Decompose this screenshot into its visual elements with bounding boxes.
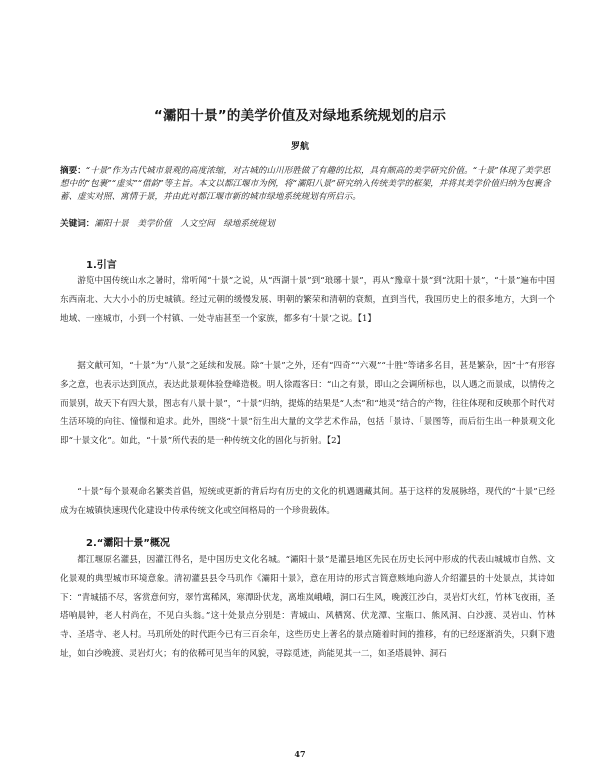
body-paragraph: 据文献可知，“十景”为“八景”之延续和发展。除“十景”之外，还有“四奇”“六观”“十胜”等诸多名目，甚是繁杂，因“十”有形容多之意，也表示达到顶点，表达此景观体验登峰造极。明人徐霞客曰：“山之有景，即山之会调所标也，以人遇之而景成，以情传之而景别，故天下有四大景，图志有八景十景”，“十景”归纳，提炼的结果是“人杰”和“地灵”结合的产物，往往体现和反映那个时代对生活环境的向往、憧憬和追求。此外，围绕“十景”衍生出大量的文学艺术作品，包括「景诗、「景图等，而后衍生出一种景观文化即“十景文化”。如此，“十景”所代表的是一种传统文化的固化与折射。【2】 [60, 361, 555, 447]
section-heading-overview: 2.“灞阳十景”概况 [86, 538, 170, 549]
body-paragraph: 都江堰原名灌县，因灌江得名，是中国历史文化名城。“灞阳十景”是灌县地区先民在历史长河中形成的代表山城城市自然、文化景观的典型城市环境意象。清初灌县县令马玑作《灞阳十景》，意在用诗的形式言简意赅地向游人介绍灌县的十处景点，其诗如下：“青城插不尽，客赏意何穷，翠竹寓稀风，寒潭卧伏龙，离堆岚峨峨，洞口石生风，晚渡江沙白，灵岩灯火红，竹林飞夜雨，圣塔响晨钟，老人村尚在，不见白头翁。”这十处景点分别是：青城山、风栖窝、伏龙潭、宝瓶口、熊风洞、白沙渡、灵岩山、竹林寺、圣塔寺、老人村。马玑所处的时代距今已有三百余年，这些历史上著名的景点随着时间的推移，有的已经逐渐消失，只剩下遗址，如白沙晚渡、灵岩灯火；有的依稀可见当年的风貌，寻踪觅迹，尚能见其一二，如圣塔晨钟、洞石 [60, 555, 555, 659]
keywords-label: 关键词： [60, 219, 95, 229]
page-number: 47 [294, 749, 306, 759]
keywords [60, 218, 555, 231]
author-name: 罗航 [290, 142, 309, 152]
keywords-text: 灞阳十景 美学价值 人文空间 绿地系统规划 [94, 219, 275, 229]
body-paragraph: “十景”每个景观命名繁类首倡，短统或更新的背后均有历史的文化的机遇遇藏其间。基于这样的发展脉络，现代的“十景”已经成为在城镇快速现代化建设中传承传统文化或空间格局的一个珍贵载体。 [60, 487, 555, 516]
abstract-label: 摘要： [60, 166, 86, 176]
paper-title: “灞阳十景”的美学价值及对绿地系统规划的启示 [153, 108, 447, 124]
abstract [60, 165, 555, 204]
abstract-text: “十景”作为古代城市景观的高度浓缩，对古城的山川形胜做了有趣的比拟，具有颇高的美学研究价值。“十景”体现了美学思想中的“包裹”“虚实”“借韵”等主旨。本文以都江堰市为例，将“灞阳八景”研究纳入传统美学的框架，并将其美学价值归纳为包裹含蓄、虚实对照、寓情于景，并由此对都江堰市新的城市绿地系统规划有所启示。 [60, 166, 551, 202]
section-heading-introduction: 1.引言 [86, 260, 117, 271]
body-paragraph: 游览中国传统山水之暑时，常听闻“十景”之说，从“西湖十景”到“琅琊十景”，再从“豫章十景”到“沈阳十景”，“十景”遍布中国东西南北、大大小小的历史城镇。经过元朝的缓慢发展、明朝的繁荣和清朝的衰颓，直到当代，我国历史上的很多地方，大到一个地域、一座城市，小到一个村镇、一处寺庙甚至一个家族，都多有‘十景’之说。【1】 [60, 276, 555, 324]
